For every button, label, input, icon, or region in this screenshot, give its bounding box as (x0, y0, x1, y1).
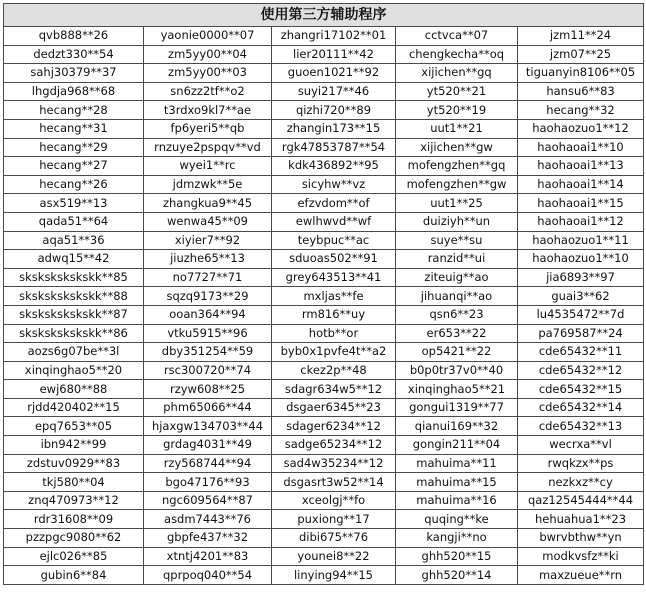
table-row (4, 45, 644, 64)
account-cell: vtku5915**96 (144, 324, 272, 343)
table-row (4, 417, 644, 436)
account-cell: puxiong**17 (272, 510, 396, 529)
account-cell: rzy568744**94 (144, 454, 272, 473)
account-cell: sqzq9173**29 (144, 287, 272, 306)
account-cell: xiyier7**92 (144, 231, 272, 250)
account-cell: mofengzhen**gw (396, 175, 518, 194)
account-cell: asx519**13 (4, 194, 144, 213)
table-row (4, 436, 644, 455)
table-row (4, 250, 644, 269)
account-cell: aozs6g07be**3l (4, 343, 144, 362)
account-cell: znq470973**12 (4, 491, 144, 510)
account-cell: ziteuig**ao (396, 268, 518, 287)
account-cell: uut1**25 (396, 194, 518, 213)
account-cell: hecang**32 (518, 101, 644, 120)
account-cell: quqing**ke (396, 510, 518, 529)
account-cell: chengkecha**oq (396, 45, 518, 64)
account-cell: skskskskskskk**86 (4, 324, 144, 343)
account-cell: hecang**26 (4, 175, 144, 194)
account-cell: linying94**15 (272, 566, 396, 585)
account-cell: jiuzhe65**13 (144, 250, 272, 269)
account-cell: sicyhw**vz (272, 175, 396, 194)
account-cell: hehuahua1**23 (518, 510, 644, 529)
account-cell: yaonie0000**07 (144, 27, 272, 46)
table-row (4, 529, 644, 548)
account-cell: xinqinghao5**21 (396, 380, 518, 399)
table-row (4, 491, 644, 510)
account-cell: uut1**21 (396, 119, 518, 138)
table-row (4, 175, 644, 194)
account-cell: mahuima**11 (396, 454, 518, 473)
account-cell: hecang**29 (4, 138, 144, 157)
account-cell: jia6893**97 (518, 268, 644, 287)
account-cell: ibn942**99 (4, 436, 144, 455)
table-row (4, 101, 644, 120)
account-cell: b0p0tr37v0**40 (396, 361, 518, 380)
account-cell: efzvdom**of (272, 194, 396, 213)
account-cell: asdm7443**76 (144, 510, 272, 529)
account-cell: rm816**uy (272, 305, 396, 324)
account-table (3, 3, 644, 585)
account-cell: rwqkzx**ps (518, 454, 644, 473)
account-cell: yt520**19 (396, 101, 518, 120)
account-cell: maxzueue**rn (518, 566, 644, 585)
account-cell: cde65432**12 (518, 361, 644, 380)
account-cell: suye**su (396, 231, 518, 250)
account-cell: ckez2p**48 (272, 361, 396, 380)
account-cell: wyei1**rc (144, 157, 272, 176)
table-row (4, 361, 644, 380)
account-cell: epq7653**05 (4, 417, 144, 436)
account-cell: sn6zz2tf**o2 (144, 82, 272, 101)
account-cell: haohaoai1**12 (518, 212, 644, 231)
account-cell: ewlhwvd**wf (272, 212, 396, 231)
account-cell: haohaoai1**15 (518, 194, 644, 213)
account-cell: no7727**71 (144, 268, 272, 287)
account-cell: qvb888**26 (4, 27, 144, 46)
account-cell: adwq15**42 (4, 250, 144, 269)
account-cell: gongin211**04 (396, 436, 518, 455)
account-cell: byb0x1pvfe4t**a2 (272, 343, 396, 362)
account-cell: pa769587**24 (518, 324, 644, 343)
table-row (4, 510, 644, 529)
account-cell: pzzpgc9080**62 (4, 529, 144, 548)
account-cell: cctvca**07 (396, 27, 518, 46)
account-cell: lu4535472**7d (518, 305, 644, 324)
account-cell: hecang**27 (4, 157, 144, 176)
table-row (4, 380, 644, 399)
account-cell: nezkxz**cy (518, 473, 644, 492)
table-row (4, 566, 644, 585)
table-row (4, 82, 644, 101)
account-cell: ranzid**ui (396, 250, 518, 269)
account-cell: sadge65234**12 (272, 436, 396, 455)
account-cell: kangji**no (396, 529, 518, 548)
account-cell: sdager6234**12 (272, 417, 396, 436)
account-cell: xinqinghao5**20 (4, 361, 144, 380)
account-cell: qsn6**23 (396, 305, 518, 324)
account-cell: yt520**21 (396, 82, 518, 101)
account-cell: rzyw608**25 (144, 380, 272, 399)
table-row (4, 212, 644, 231)
account-cell: kdk436892**95 (272, 157, 396, 176)
table-row (4, 231, 644, 250)
account-cell: ejlc026**85 (4, 547, 144, 566)
account-cell: zm5yy00**04 (144, 45, 272, 64)
account-cell: op5421**22 (396, 343, 518, 362)
account-cell: dsgasrt3w52**14 (272, 473, 396, 492)
table-row (4, 157, 644, 176)
account-cell: haohaozuo1**11 (518, 231, 644, 250)
account-cell: jzm11**24 (518, 27, 644, 46)
account-cell: rjdd420402**15 (4, 398, 144, 417)
account-cell: haohaoai1**13 (518, 157, 644, 176)
table-row (4, 27, 644, 46)
account-cell: guoen1021**92 (272, 64, 396, 83)
account-cell: wenwa45**09 (144, 212, 272, 231)
account-cell: phm65066**44 (144, 398, 272, 417)
account-cell: sdagr634w5**12 (272, 380, 396, 399)
table-row (4, 268, 644, 287)
table-row (4, 454, 644, 473)
table-row (4, 287, 644, 306)
account-cell: rgk47853787**54 (272, 138, 396, 157)
account-cell: modkvsfz**ki (518, 547, 644, 566)
table-row (4, 305, 644, 324)
table-row (4, 194, 644, 213)
account-cell: qprpoq040**54 (144, 566, 272, 585)
account-cell: lier20111**42 (272, 45, 396, 64)
account-cell: zhangin173**15 (272, 119, 396, 138)
account-cell: tkj580**04 (4, 473, 144, 492)
account-cell: mxljas**fe (272, 287, 396, 306)
account-cell: dby351254**59 (144, 343, 272, 362)
account-cell: jdmzwk**5e (144, 175, 272, 194)
account-cell: ooan364**94 (144, 305, 272, 324)
account-cell: hansu6**83 (518, 82, 644, 101)
account-cell: bgo47176**93 (144, 473, 272, 492)
account-cell: hecang**31 (4, 119, 144, 138)
table-row (4, 119, 644, 138)
account-cell: xtntj4201**83 (144, 547, 272, 566)
account-cell: mahuima**16 (396, 491, 518, 510)
account-cell: qada51**64 (4, 212, 144, 231)
account-cell: gbpfe437**32 (144, 529, 272, 548)
account-cell: skskskskskskk**85 (4, 268, 144, 287)
account-cell: cde65432**14 (518, 398, 644, 417)
account-cell: xijichen**gq (396, 64, 518, 83)
account-cell: jihuanqi**ao (396, 287, 518, 306)
account-cell: cde65432**13 (518, 417, 644, 436)
account-cell: younei8**22 (272, 547, 396, 566)
account-cell: grdag4031**49 (144, 436, 272, 455)
account-cell: mofengzhen**gq (396, 157, 518, 176)
account-cell: rdr31608**09 (4, 510, 144, 529)
account-cell: rsc300720**74 (144, 361, 272, 380)
account-cell: duiziyh**un (396, 212, 518, 231)
account-cell: qizhi720**89 (272, 101, 396, 120)
account-cell: cde65432**11 (518, 343, 644, 362)
account-cell: ngc609564**87 (144, 491, 272, 510)
table-row (4, 547, 644, 566)
account-cell: sad4w35234**12 (272, 454, 396, 473)
account-cell: dibi675**76 (272, 529, 396, 548)
account-cell: zm5yy00**03 (144, 64, 272, 83)
account-cell: ghh520**14 (396, 566, 518, 585)
account-cell: t3rdxo9kl7**ae (144, 101, 272, 120)
account-cell: zhangri17102**01 (272, 27, 396, 46)
table-row (4, 324, 644, 343)
account-cell: er653**22 (396, 324, 518, 343)
account-cell: ghh520**15 (396, 547, 518, 566)
table-row (4, 398, 644, 417)
account-cell: grey643513**41 (272, 268, 396, 287)
account-cell: ewj680**88 (4, 380, 144, 399)
account-cell: suyi217**46 (272, 82, 396, 101)
account-cell: haohaoai1**10 (518, 138, 644, 157)
title-row (4, 4, 644, 27)
account-cell: fp6yeri5**qb (144, 119, 272, 138)
account-cell: xceolgj**fo (272, 491, 396, 510)
account-cell: haohaozuo1**10 (518, 250, 644, 269)
account-cell: guai3**62 (518, 287, 644, 306)
account-cell: teybpuc**ac (272, 231, 396, 250)
account-cell: wecrxa**vl (518, 436, 644, 455)
account-cell: gongui1319**77 (396, 398, 518, 417)
account-cell: hotb**or (272, 324, 396, 343)
table-row (4, 138, 644, 157)
account-cell: hecang**28 (4, 101, 144, 120)
account-cell: mahuima**15 (396, 473, 518, 492)
account-cell: skskskskskskk**87 (4, 305, 144, 324)
account-cell: dsgaer6345**23 (272, 398, 396, 417)
table-row (4, 64, 644, 83)
account-cell: qianui169**32 (396, 417, 518, 436)
account-cell: bwrvbthw**yn (518, 529, 644, 548)
account-cell: dedzt330**54 (4, 45, 144, 64)
account-cell: aqa51**36 (4, 231, 144, 250)
table-row (4, 343, 644, 362)
account-cell: sahj30379**37 (4, 64, 144, 83)
account-cell: hjaxgw134703**44 (144, 417, 272, 436)
account-cell: zdstuv0929**83 (4, 454, 144, 473)
account-cell: cde65432**15 (518, 380, 644, 399)
account-cell: haohaozuo1**12 (518, 119, 644, 138)
account-cell: haohaoai1**14 (518, 175, 644, 194)
table-row (4, 473, 644, 492)
account-cell: zhangkua9**45 (144, 194, 272, 213)
account-cell: xijichen**gw (396, 138, 518, 157)
account-cell: jzm07**25 (518, 45, 644, 64)
table-body (4, 27, 644, 585)
table-title: 使用第三方辅助程序 (4, 4, 644, 27)
account-cell: qaz12545444**44 (518, 491, 644, 510)
account-cell: lhgdja968**68 (4, 82, 144, 101)
account-cell: tiguanyin8106**05 (518, 64, 644, 83)
account-cell: gubin6**84 (4, 566, 144, 585)
account-cell: rnzuye2pspqv**vd (144, 138, 272, 157)
account-cell: skskskskskskk**88 (4, 287, 144, 306)
account-cell: sduoas502**91 (272, 250, 396, 269)
